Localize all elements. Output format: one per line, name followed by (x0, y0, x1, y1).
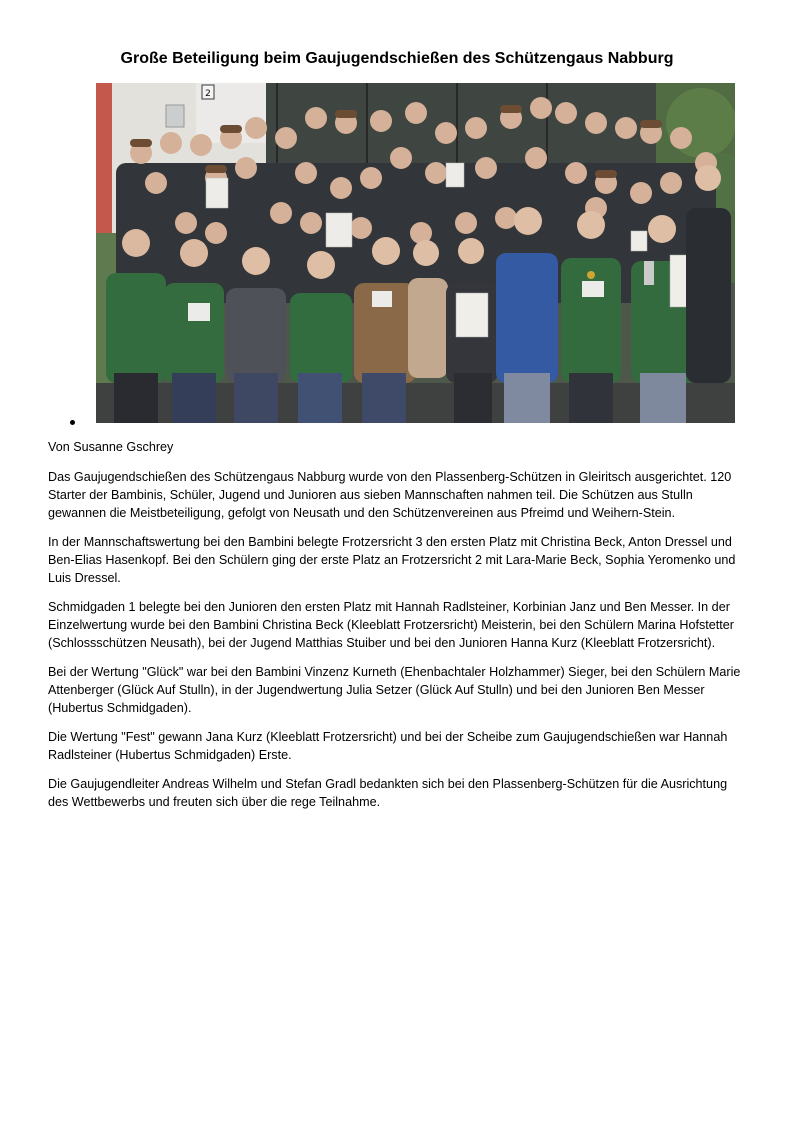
paragraph: Bei der Wertung "Glück" war bei den Bambini Vinzenz Kurneth (Ehenbachtaler Holzhammer) Sieger, bei den Schülern Marie Attenberger (Glück Auf Stulln), in der Jugendwertung Julia Setzer (Glück Auf Stulln) und bei den Junioren Ben Messer (Hubertus Schmidgaden). (48, 665, 741, 715)
byline: Von Susanne Gschrey (48, 440, 174, 454)
paragraph: Das Gaujugendschießen des Schützengaus Nabburg wurde von den Plassenberg-Schützen in Gleiritsch ausgerichtet. 120 Starter der Bambinis, Schüler, Jugend und Junioren aus sieben Mannschaften nahmen teil. Die Schützen aus Stulln gewannen die Meistbeteiligung, gefolgt von Neusath und den Schützenvereinen aus Pfreimd und Weihern-Stein. (48, 470, 732, 520)
paragraph: In der Mannschaftswertung bei den Bambini belegte Frotzersricht 3 den ersten Platz mit Christina Beck, Anton Dressel und Ben-Elias Hasenkopf. Bei den Schülern ging der erste Platz an Frotzersricht 2 mit Lara-Marie Beck, Sophia Yeromenko und Luis Dressel. (48, 535, 736, 585)
group-photo (96, 83, 735, 423)
article-body (48, 438, 748, 822)
list-bullet (70, 420, 75, 425)
page-title: Große Beteiligung beim Gaujugendschießen des Schützengaus Nabburg (120, 50, 674, 67)
paragraph: Die Wertung "Fest" gewann Jana Kurz (Kleeblatt Frotzersricht) und bei der Scheibe zum Gaujugendschießen war Hannah Radlsteiner (Hubertus Schmidgaden) Erste. (48, 730, 728, 762)
paragraph: Schmidgaden 1 belegte bei den Junioren den ersten Platz mit Hannah Radlsteiner, Korbinian Janz und Ben Messer. In der Einzelwertung wurde bei den Bambini Christina Beck (Kleeblatt Frotzersricht) Meisterin, bei den Schülern Marina Hofstetter (Schlossschützen Neusath), bei der Jugend Matthias Stuiber und bei den Junioren Hanna Kurz (Kleeblatt Frotzersricht). (48, 600, 734, 650)
building-sign-number: 2 (205, 89, 211, 99)
paragraph: Die Gaujugendleiter Andreas Wilhelm und Stefan Gradl bedankten sich bei den Plassenberg-Schützen für die Ausrichtung des Wettbewerbs und freuten sich über die rege Teilnahme. (48, 777, 728, 809)
